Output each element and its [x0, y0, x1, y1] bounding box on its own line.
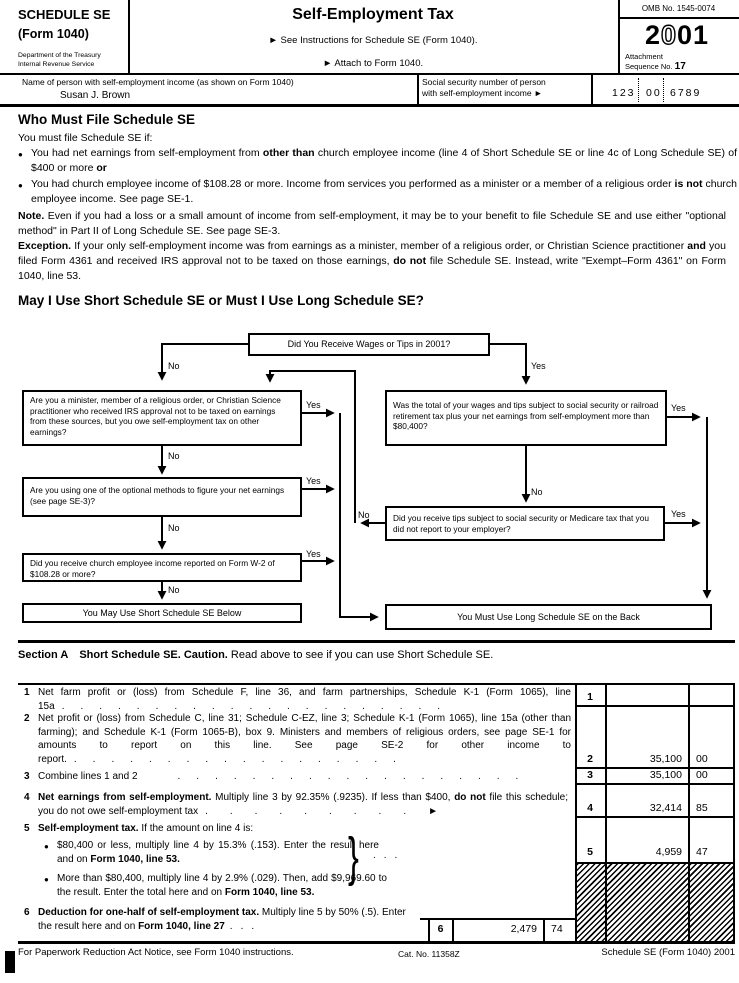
line-6-description: Deduction for one-half of self-employment tax. Multiply line 5 by 50% (.5). Enter the result here and on Form 1040, line 27 ...	[38, 907, 406, 932]
flowchart-label-yes: Yes	[531, 361, 546, 371]
flowchart-label-yes: Yes	[306, 549, 321, 559]
form-footer-title: Schedule SE (Form 1040) 2001	[601, 947, 735, 958]
bullet-icon: ●	[18, 181, 23, 190]
flowchart-label-no: No	[168, 523, 180, 533]
catalog-number: Cat. No. 11358Z	[398, 949, 460, 959]
line-4-description: Net earnings from self-employment. Multiply line 3 by 92.35% (.9235). If less than $400, do not file this schedule; you do not owe self-employment tax .........►	[38, 792, 569, 817]
who-bullet-1: ● You had net earnings from self-employment from other than church employee income (line 4 of Short Schedule SE or line 4c of Long Schedule SE) of $400 or more or	[18, 147, 737, 174]
row-3-amount[interactable]: 35,100	[649, 769, 682, 781]
line-3-description: Combine lines 1 and 2 ...................	[38, 771, 535, 782]
divider	[18, 683, 735, 685]
paperwork-notice: For Paperwork Reduction Act Notice, see Form 1040 instructions.	[18, 947, 294, 958]
divider	[452, 918, 454, 941]
dot-leader: .....................	[61, 700, 457, 712]
line-1-number: 1	[24, 687, 30, 698]
sequence-label: Sequence No. 17	[625, 61, 686, 72]
flowchart-box-optional-methods: Are you using one of the optional methods to figure your net earnings (see page SE-3)?	[22, 477, 302, 517]
see-instructions-text: See Instructions for Schedule SE (Form 1040).	[280, 35, 478, 46]
flowchart-box-church-income: Did you receive church employee income reported on Form W-2 of $108.28 or more?	[22, 553, 302, 582]
divider	[0, 104, 739, 107]
flowchart-label-no: No	[531, 487, 543, 497]
arrow-icon: ►	[428, 805, 439, 817]
row-4-number: 4	[587, 802, 593, 814]
line-5-number: 5	[24, 823, 30, 834]
row-4-amount[interactable]: 32,414	[649, 802, 682, 814]
flowchart-label-no: No	[168, 451, 180, 461]
bullet-icon: ●	[18, 150, 23, 159]
flowchart-label-yes: Yes	[306, 400, 321, 410]
divider	[688, 683, 690, 941]
dot-leader: ...	[229, 920, 263, 932]
line-5-bullet-b: ● More than $80,400, multiply line 4 by 2.9% (.029). Then, add $9,969.60 to the result. Enter the total here and on Form 1040, line 53.	[44, 873, 387, 898]
schedule-label: SCHEDULE SE	[18, 7, 111, 22]
who-exception: Exception. If your only self-employment income was from earnings as a minister, member of a religious order, or Christian Science practitioner and you filed Form 4361 and received IRS approval not to be taxed on those earnings, do not file Schedule SE. Instead, write "Exempt–Form 4361" on Form 1040, line 53.	[18, 240, 726, 282]
divider	[733, 683, 735, 941]
flowchart-label-yes: Yes	[671, 509, 686, 519]
flowchart-heading: May I Use Short Schedule SE or Must I Use Long Schedule SE?	[18, 293, 424, 308]
divider	[18, 640, 735, 643]
print-registration-mark	[5, 951, 15, 973]
line-5-description: Self-employment tax. If the amount on line 4 is:	[38, 823, 254, 834]
divider	[663, 78, 664, 102]
divider	[638, 78, 639, 102]
ssn-part-2[interactable]: 00	[646, 87, 662, 99]
line-2-number: 2	[24, 713, 30, 724]
attach-line	[128, 58, 618, 69]
flowchart-box-unreported-tips: Did you receive tips subject to social security or Medicare tax that you did not report to your employer?	[385, 506, 665, 541]
see-instructions-line	[128, 35, 618, 46]
flowchart-label-no: No	[168, 361, 180, 371]
line-6-cents[interactable]: 74	[551, 923, 563, 935]
row-2-number: 2	[587, 753, 593, 765]
flowchart-box-minister: Are you a minister, member of a religious order, or Christian Science practitioner who received IRS approval not to be taxed on earnings from these sources, but you owe self-employment tax on other earnings?	[22, 390, 302, 446]
line-6-box-number: 6	[437, 923, 444, 935]
dot-leader: ..................	[73, 753, 412, 765]
form-number-label: (Form 1040)	[18, 27, 89, 41]
divider	[591, 73, 593, 105]
row-1-number: 1	[587, 691, 593, 703]
flowchart-box-wages-or-tips: Did You Receive Wages or Tips in 2001?	[248, 333, 490, 356]
row-3-number: 3	[587, 769, 593, 781]
name-field[interactable]: Susan J. Brown	[60, 90, 131, 101]
bullet-icon: ●	[44, 875, 49, 884]
line-3-number: 3	[24, 771, 30, 782]
brace-glyph: }	[348, 827, 359, 887]
flowchart-label-no: No	[358, 510, 370, 520]
section-a-heading: Section A Short Schedule SE. Caution. Read above to see if you can use Short Schedule SE.	[18, 649, 494, 661]
who-bullet-2: ● You had church employee income of $108.28 or more. Income from services you performed as a minister or a member of a religious order is not church employee income. See page SE-1.	[18, 178, 738, 205]
row-2-amount[interactable]: 35,100	[649, 753, 682, 765]
line-6-number: 6	[24, 907, 30, 918]
divider	[417, 73, 419, 105]
attach-text: Attach to Form 1040.	[334, 58, 424, 69]
row-3-cents[interactable]: 00	[696, 769, 708, 781]
dot-leader: ...................	[177, 771, 535, 782]
ssn-part-1[interactable]: 123	[612, 87, 636, 99]
department-line1: Department of the Treasury	[18, 52, 101, 59]
line-1-description: Net farm profit or (loss) from Schedule F, line 36, and farm partnerships, Schedule K-1 (Form 1065), line 15a .....................	[38, 687, 571, 712]
sequence-number: 17	[674, 61, 686, 72]
flowchart-label-yes: Yes	[306, 476, 321, 486]
divider	[18, 941, 735, 944]
divider	[575, 705, 735, 707]
divider	[575, 862, 735, 864]
row-5-cents[interactable]: 47	[696, 846, 708, 858]
line-2-description: Net profit or (loss) from Schedule C, line 31; Schedule C-EZ, line 3; Schedule K-1 (Form 1065), line 15a (other than farming); and Schedule K-1 (Form 1065-B), box 9. Ministers and members of religious orders, see page SE-1 for amounts to report on this line. See page SE-2 for other income to report. ..................	[38, 713, 571, 765]
line-5-bullet-a: ● $80,400 or less, multiply line 4 by 15.3% (.153). Enter the result here and on Form 1040, line 53.	[44, 840, 379, 865]
arrow-icon: ►	[268, 35, 278, 46]
bullet-icon: ●	[44, 842, 49, 851]
omb-number: OMB No. 1545-0074	[641, 4, 716, 13]
arrow-icon: ►	[533, 87, 543, 98]
row-4-cents[interactable]: 85	[696, 802, 708, 814]
row-2-cents[interactable]: 00	[696, 753, 708, 765]
flowchart-label-no: No	[168, 585, 180, 595]
line-6-amount[interactable]: 2,479	[510, 923, 537, 935]
divider	[575, 816, 735, 818]
row-5-number: 5	[587, 846, 593, 858]
who-note: Note. Even if you had a loss or a small amount of income from self-employment, it may be to your benefit to file Schedule SE and use either "optional method" in Part II of Long Schedule SE. See page SE-3.	[18, 210, 726, 237]
who-must-file-heading: Who Must File Schedule SE	[18, 112, 196, 127]
dot-leader: .........	[205, 805, 429, 817]
attachment-label: Attachment	[625, 52, 663, 61]
shaded-area	[575, 862, 735, 941]
ssn-part-3[interactable]: 6789	[670, 87, 702, 99]
name-label: Name of person with self-employment income (as shown on Form 1040)	[22, 77, 294, 87]
line-4-number: 4	[24, 792, 30, 803]
arrow-icon: ►	[322, 58, 333, 69]
tax-year: 2001	[644, 20, 710, 50]
who-intro: You must file Schedule SE if:	[18, 132, 153, 144]
ssn-label: Social security number of person with self-employment income ►	[422, 77, 546, 98]
divider	[543, 918, 545, 941]
divider	[420, 918, 575, 920]
row-5-amount[interactable]: 4,959	[655, 846, 682, 858]
dot-leader: ...	[373, 850, 406, 861]
ssn-field-area	[612, 87, 636, 99]
flowchart-box-wages-over-80400: Was the total of your wages and tips subject to social security or railroad retirement tax plus your net earnings from self-employment more than $80,400?	[385, 390, 667, 446]
divider	[575, 783, 735, 785]
divider	[0, 73, 739, 75]
form-title: Self-Employment Tax	[292, 6, 454, 23]
department-line2: Internal Revenue Service	[18, 61, 95, 68]
divider	[618, 17, 739, 19]
flowchart-label-yes: Yes	[671, 403, 686, 413]
flowchart-result-short: You May Use Short Schedule SE Below	[22, 603, 302, 623]
flowchart-result-long: You Must Use Long Schedule SE on the Back	[385, 604, 712, 630]
